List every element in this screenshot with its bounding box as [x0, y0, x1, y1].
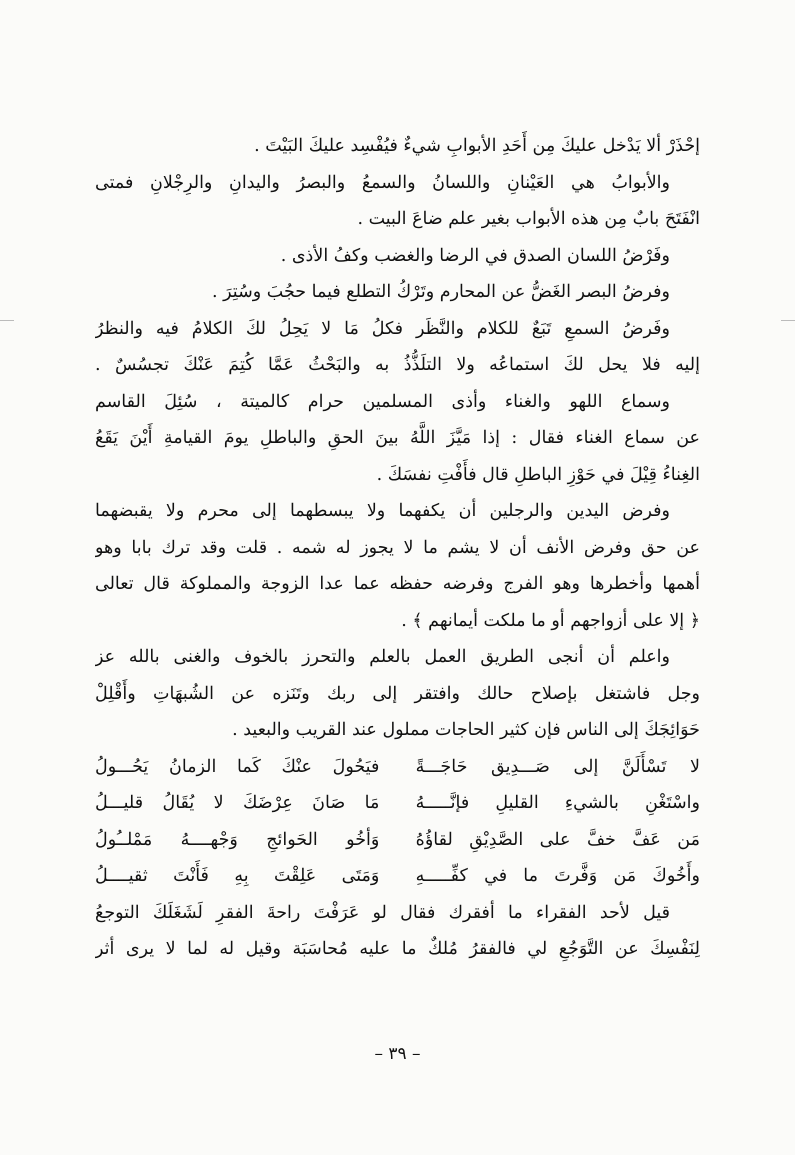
poem-hemistich-left: مَا صَانَ عِرْضَكَ لا يُقَالُ قليـــلُ [95, 793, 380, 813]
text-line: الغِناءُ قِيْلَ في حَوْزِ الباطلِ قال فأَفْتِ نفسَكَ . [376, 464, 700, 485]
poem-verse [95, 858, 700, 895]
text-line: عن حق وفرض الأنف أن لا يشم ما لا يجوز له شمه . قلت وقد ترك بابا وهو [95, 537, 700, 558]
text-line: والأبوابُ هي العَيْنانِ واللسانُ والسمعُ والبصرُ واليدانِ والرِجْلانِ فمتى [95, 172, 670, 193]
text-line: قيل لأحد الفقراء ما أفقرك فقال لو عَرَفْتَ راحةَ الفقرِ لَشَغَلَكَ التوجعُ [95, 902, 670, 923]
text-line: وفرض اليدين والرجلين أن يكفهما ولا يبسطهما إلى محرم ولا يقبضهما [95, 501, 670, 521]
text-line: واعلم أن أنجى الطريق العمل بالعلم والتحرز بالخوف والغنى بالله عز [95, 647, 670, 667]
page-body [95, 128, 700, 968]
text-line: إحْذَرْ ألا يَدْخل عليكَ مِن أَحَدِ الأبوابِ شيءٌ فيُفْسِد عليكَ البَيْتَ . [254, 136, 700, 156]
poem-hemistich-right: واسْتَغْنِ بالشيءِ القليلِ فإنَّـــــهُ [415, 793, 700, 813]
text-line: وسماع اللهو والغناء وأذى المسلمين حرام كالميتة ، سُئِلَ القاسم [95, 391, 670, 412]
poem-hemistich-left: وَمَتَى عَلِقْتَ بِهِ فَأَنْتَ ثقيــــلُ [95, 866, 380, 886]
text-line: وفَرْضُ اللسان الصدق في الرضا والغضب وكفُ الأذى . [280, 245, 670, 266]
poem-hemistich-right: مَن عَفَّ خفَّ على الصَّدِيْقِ لقاؤُهُ [415, 829, 700, 850]
poem-verse [95, 822, 700, 859]
margin-mark [781, 320, 795, 321]
poem-hemistich-right: لا تَسْأَلَنَّ إلى صَـــدِيق حَاجَـــةً [415, 756, 700, 777]
text-line: وفَرضُ السمعِ تَبَعٌ للكلام والنَّظَر فكلُ مَا لا يَحِلُ لكَ الكلامُ فيه والنظرُ [95, 318, 670, 339]
text-line: إليه فلا يحل لكَ استماعُه ولا التلَذُّذُ به والبَحْثُ عَمَّا كُتِمَ عَنْكَ تجسُسٌ . [95, 355, 700, 375]
text-line: عن سماع الغناء فقال : إذا مَيَّزَ اللَّهُ بينَ الحقِ والباطلِ يومَ القيامةِ أَيْنَ يَقَعُ [95, 428, 700, 448]
text-line: حَوَائِجَكَ إلى الناس فإن كثير الحاجات مملول عند القريب والبعيد . [232, 720, 700, 740]
quran-verse-line: ﴿ إلا على أزواجهم أو ما ملكت أيمانهم ﴾ . [401, 610, 700, 631]
text-line: أهمها وأخطرها وهو الفرج وفرضه حفظه عما عدا الزوجة والمملوكة قال تعالى [95, 574, 700, 594]
margin-mark [0, 320, 14, 321]
text-line: لِنَفْسِكَ عن التَّوَجُعِ لي فالفقرُ مُلكٌ ما عليه مُحاسَبَة وقيل له لما لا يرى أثر [95, 939, 700, 959]
poem-verse [95, 785, 700, 822]
text-line: وجل فاشتغل بإصلاح حالك وافتقر إلى ربك وتَنَزه عن الشُبهَاتِ وأَقْلِلْ [95, 683, 700, 704]
poem-hemistich-right: وأَخُوكَ مَن وَفَّرتَ ما في كفِّـــــهِ [415, 866, 700, 886]
poem-hemistich-left: فيَحُولَ عنْكَ كَما الزمانُ يَحُـــولُ [95, 756, 380, 777]
poem-verse [95, 749, 700, 786]
page-number: – ٣٩ – [374, 1044, 421, 1064]
text-line: انْفَتَحَ بابٌ مِن هذه الأبواب بغير علم ضاعَ البيت . [357, 209, 700, 229]
text-line: وفرضُ البصر الغَضُّ عن المحارم وتَرْكُ التطلع فيما حجُبَ وسُتِرَ . [212, 282, 670, 302]
poem-hemistich-left: وَأخُو الحَوائجِ وَجْهــــهُ مَمْلــُولُ [95, 829, 380, 850]
